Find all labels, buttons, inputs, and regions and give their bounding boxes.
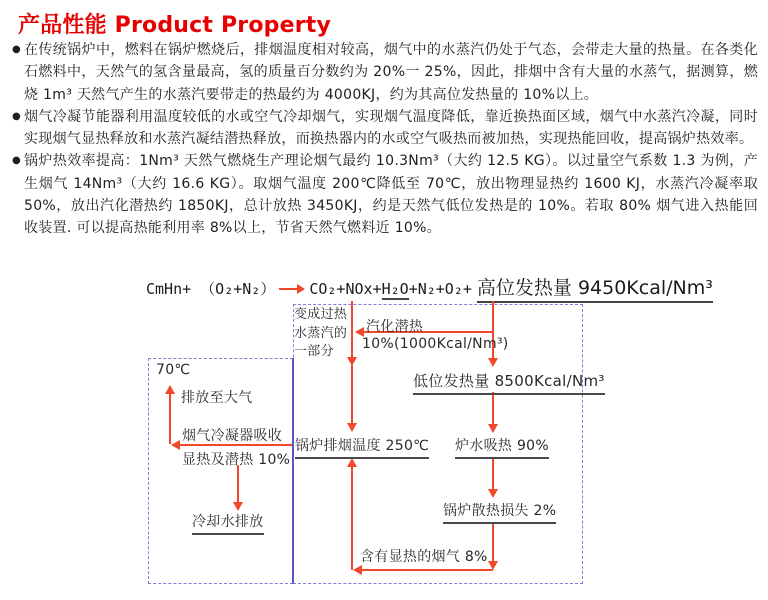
bullet-icon: ●: [12, 44, 22, 55]
flow-line-to-exhaust: [351, 365, 353, 423]
combustion-equation: [146, 273, 713, 303]
water-absorb-label: 炉水吸热 90%: [455, 435, 549, 459]
flow-line-water-down: [492, 458, 494, 489]
arrow-left-icon: [353, 565, 362, 575]
equation-products: CO₂+NOx+: [309, 280, 382, 298]
flow-line-cooling-water: [237, 465, 239, 502]
flow-line-loss-down: [492, 523, 494, 561]
heat-flow-diagram: [0, 268, 768, 600]
box-divider-line: [292, 358, 294, 584]
bullet-paragraph-3-text: 锅炉热效率提高：1Nm³ 天然气燃烧生产理论烟气最约 10.3Nm³（大约 12.5 KG）。以过量空气系数 1.3 为例，产生烟气 14Nm³（大约 16.6 KG）。取烟气温度 200℃降低至 70℃，放出物理显热约 1600 KJ，水蒸汽冷凝率取 50%，放出汽化潜热约 1850KJ，总计放热 3450KJ，约是天然气低位发热是的 10%。若取 80% 烟气进入热能回收装置. 可以提高热能利用率 8%以上，节省天然气燃料近 10%。: [24, 153, 758, 237]
arrow-down-icon: [488, 489, 498, 498]
flow-line-lhv-down: [492, 392, 494, 424]
superheat-steam-label: 变成过热 水蒸汽的 一部分: [294, 307, 348, 359]
condenser-absorb-label-2: 显热及潜热 10%: [182, 452, 291, 468]
equation-h2o: H₂O: [381, 280, 409, 298]
flow-line-riser: [351, 467, 353, 570]
arrow-down-icon: [488, 358, 498, 367]
bullet-paragraph-2: [14, 106, 758, 151]
bullet-paragraph-3: [14, 150, 758, 239]
boiler-loss-label: 锅炉散热损失 2%: [443, 500, 556, 524]
bullet-paragraph-1: [14, 39, 758, 106]
arrow-down-icon: [347, 423, 357, 432]
body-text: [14, 39, 758, 240]
page-title: 产品性能 Product Property: [18, 13, 332, 38]
bullet-icon: ●: [12, 110, 22, 122]
lower-heating-value: 低位发热量 8500Kcal/Nm³: [413, 370, 605, 395]
equation-lhs: CmHn+ （O₂+N₂）: [146, 280, 276, 298]
bullet-paragraph-1-text: 在传统锅炉中，燃料在锅炉燃烧后，排烟温度相对较高，烟气中的水蒸汽仍处于气态，会带走大量的热量。在各类化石燃料中，天然气的氢含量最高，氢的质量百分数约为 20%一 25%，因此，排烟中含有大量的水蒸气，据测算，燃烧 1m³ 天然气产生的水蒸汽要带走的热最约为 4000KJ，约为其高位发热量的 10%以上。: [24, 42, 758, 103]
flow-line-to-atmosphere: [169, 394, 171, 444]
arrow-down-icon: [233, 502, 243, 511]
exhaust-temp-label: 锅炉排烟温度 250℃: [295, 435, 429, 459]
cooling-water-label: 冷却水排放: [192, 511, 264, 535]
temp-70-label: 70℃: [156, 362, 191, 378]
reaction-arrow-icon: [279, 283, 305, 294]
latent-heat-label: 汽化潜热: [366, 319, 424, 335]
bullet-paragraph-2-text: 烟气冷凝节能器利用温度较低的水或空气冷却烟气，实现烟气温度降低，靠近换热面区域，烟气中水蒸汽冷凝，同时实现烟气显热释放和水蒸汽凝结潜热释放，而换热器内的水或空气吸热而被加热，实现热能回收，提高锅炉热效率。: [24, 108, 758, 148]
flow-line-h2o-down: [351, 301, 353, 357]
arrow-up-icon: [347, 458, 357, 467]
higher-heating-value: 高位发热量 9450Kcal/Nm³: [477, 273, 713, 303]
arrow-down-icon: [488, 424, 498, 433]
equation-products-after: +N₂+O₂+: [408, 280, 472, 298]
condenser-absorb-label-1: 烟气冷凝器吸收: [182, 428, 283, 444]
latent-heat-value: 10%(1000Kcal/Nm³): [362, 336, 509, 352]
bullet-icon: ●: [12, 155, 22, 167]
arrow-left-icon: [171, 440, 180, 450]
sensible-flue-label: 含有显热的烟气 8%: [360, 549, 488, 565]
arrow-up-icon: [165, 385, 175, 394]
discharge-to-air-label: 排放至大气: [181, 390, 253, 406]
sensible-flue-line: [362, 569, 493, 571]
